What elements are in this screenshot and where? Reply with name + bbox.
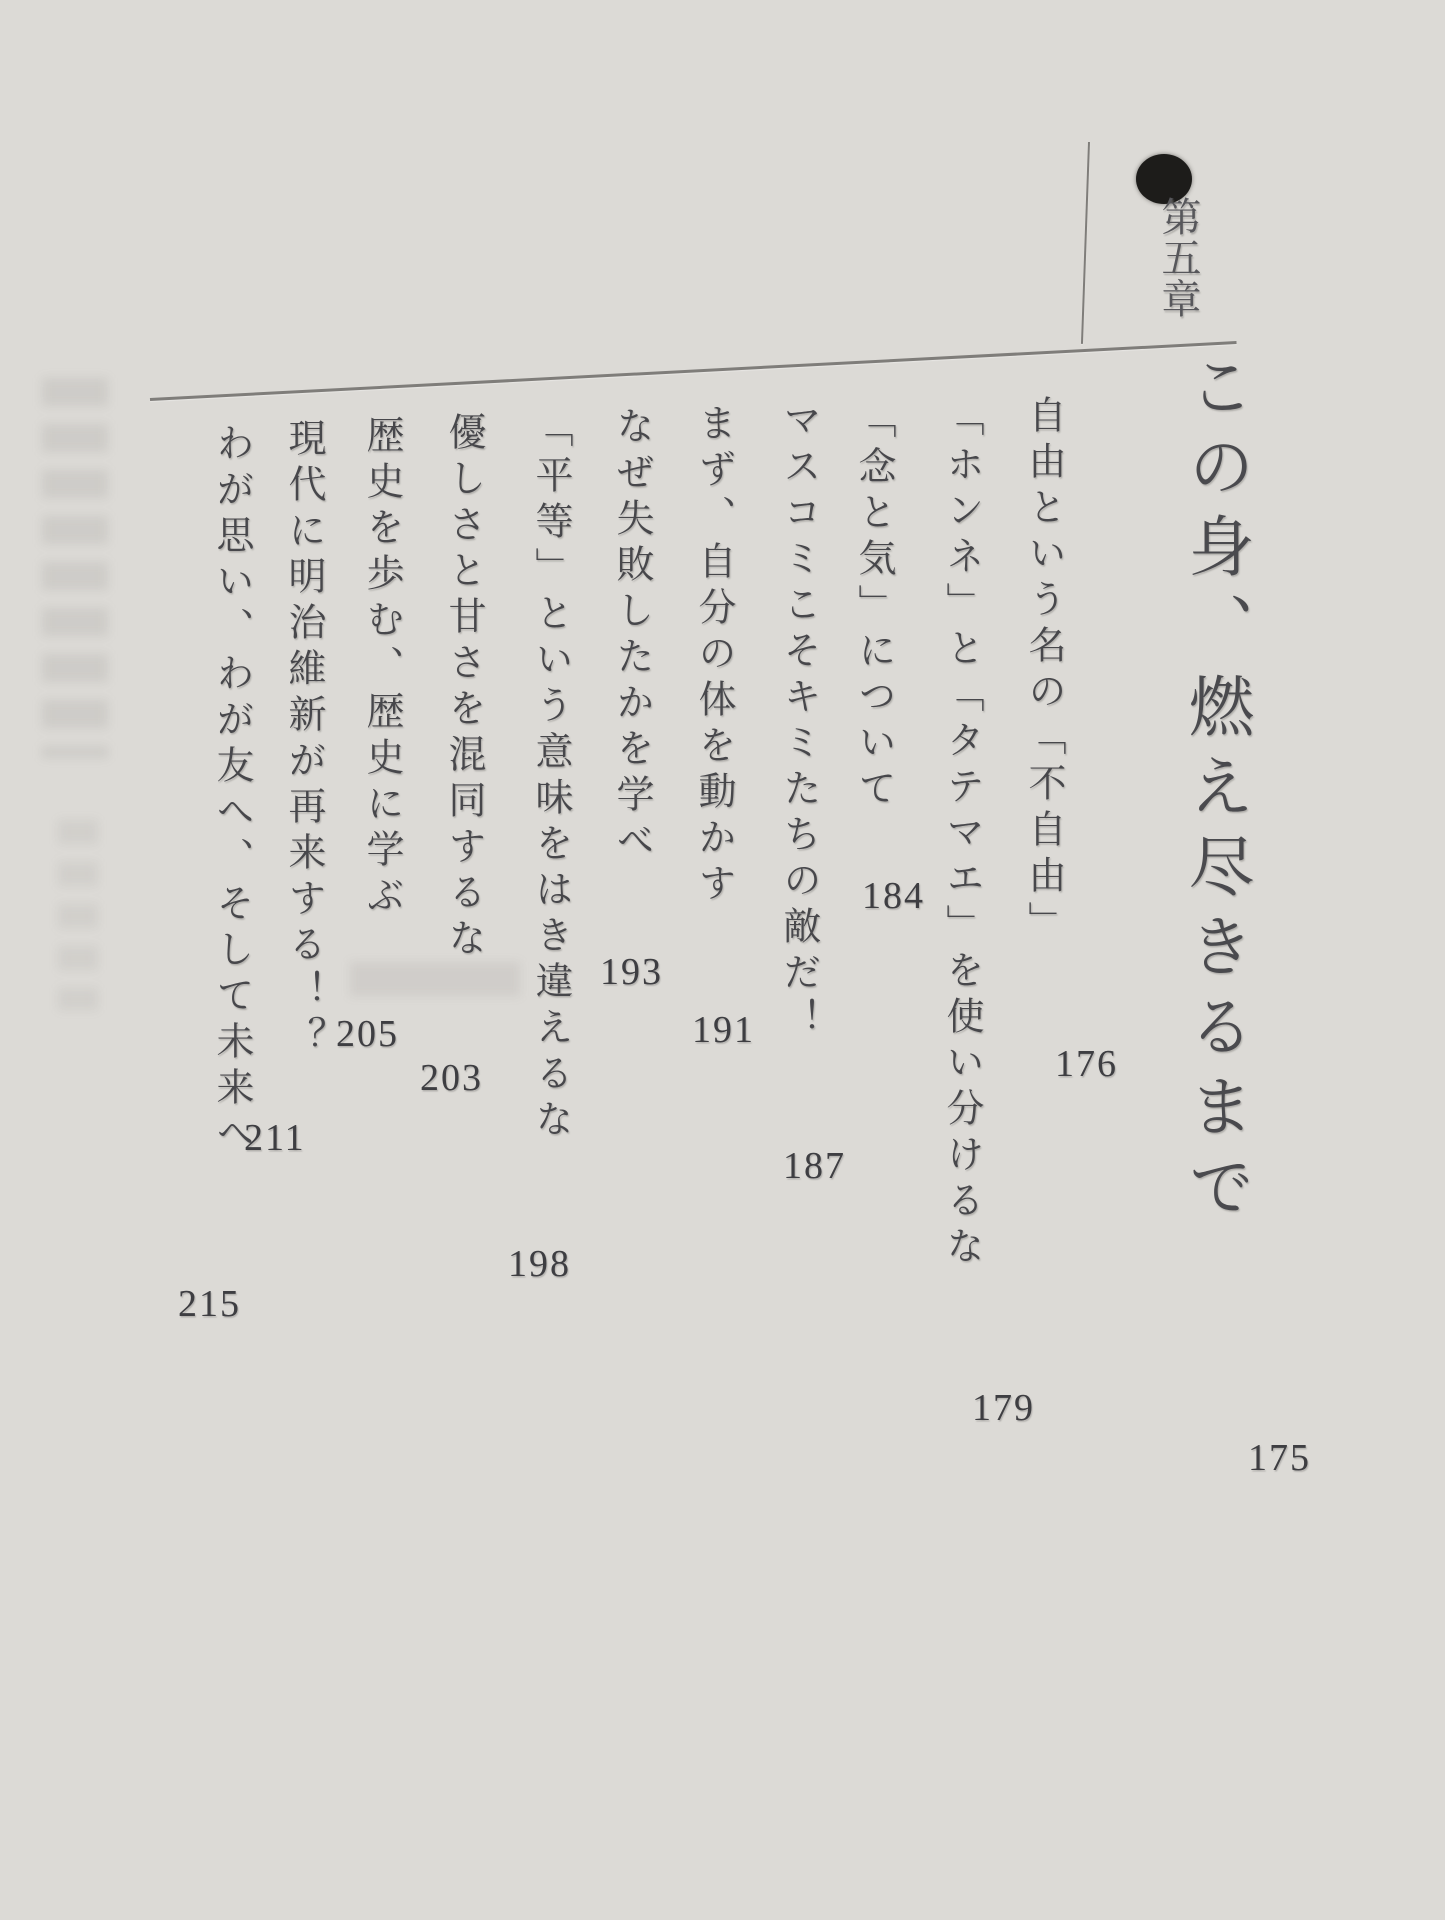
chapter-start-page: 175 <box>1248 1437 1311 1479</box>
toc-entry-title: 「ホンネ」と「タテマエ」を使い分けるな <box>940 398 982 1272</box>
toc-entry-page: 203 <box>420 1057 483 1099</box>
chapter-header-rule-vertical <box>1081 142 1090 344</box>
toc-entry-page: 193 <box>600 951 663 993</box>
toc-entry-title: 現代に明治維新が再来する！？ <box>282 418 324 1062</box>
page-bleed-ghost <box>58 820 98 1010</box>
toc-entry-title: なぜ失敗したかを学べ <box>610 406 652 866</box>
toc-entry-page: 191 <box>692 1009 755 1051</box>
toc-entry-page: 215 <box>178 1283 241 1325</box>
toc-entry-page: 211 <box>244 1117 306 1159</box>
chapter-title: この身、燃え尽きるまで <box>1178 352 1251 1232</box>
toc-entry-title: わが思い、わが友へ、そして未来へ <box>210 423 252 1159</box>
page-bleed-ghost <box>42 378 108 758</box>
toc-entry-title: マスコミこそキミたちの敵だ！ <box>777 400 819 1044</box>
toc-entry-title: 優しさと甘さを混同するな <box>442 412 484 964</box>
toc-entry-title: 自由という名の「不自由」 <box>1022 395 1064 947</box>
toc-entry-page: 205 <box>336 1013 399 1055</box>
toc-entry-title: 「平等」という意味をはき違えるな <box>529 409 571 1145</box>
toc-entry-title: まず、自分の体を動かす <box>692 403 734 909</box>
toc-entry-page: 198 <box>508 1243 571 1285</box>
toc-entry-page: 187 <box>783 1145 846 1187</box>
chapter-header-rule-horizontal <box>150 341 1237 401</box>
toc-entry-page: 176 <box>1055 1043 1118 1085</box>
chapter-label: 第五章 <box>1156 196 1201 319</box>
page-bleed-ghost <box>350 962 520 996</box>
toc-entry-page: 184 <box>862 875 925 917</box>
toc-entry-page: 179 <box>972 1387 1035 1429</box>
toc-entry-title: 歴史を歩む、歴史に学ぶ <box>360 415 402 921</box>
toc-entry-title: 「念と気」について <box>852 400 894 814</box>
